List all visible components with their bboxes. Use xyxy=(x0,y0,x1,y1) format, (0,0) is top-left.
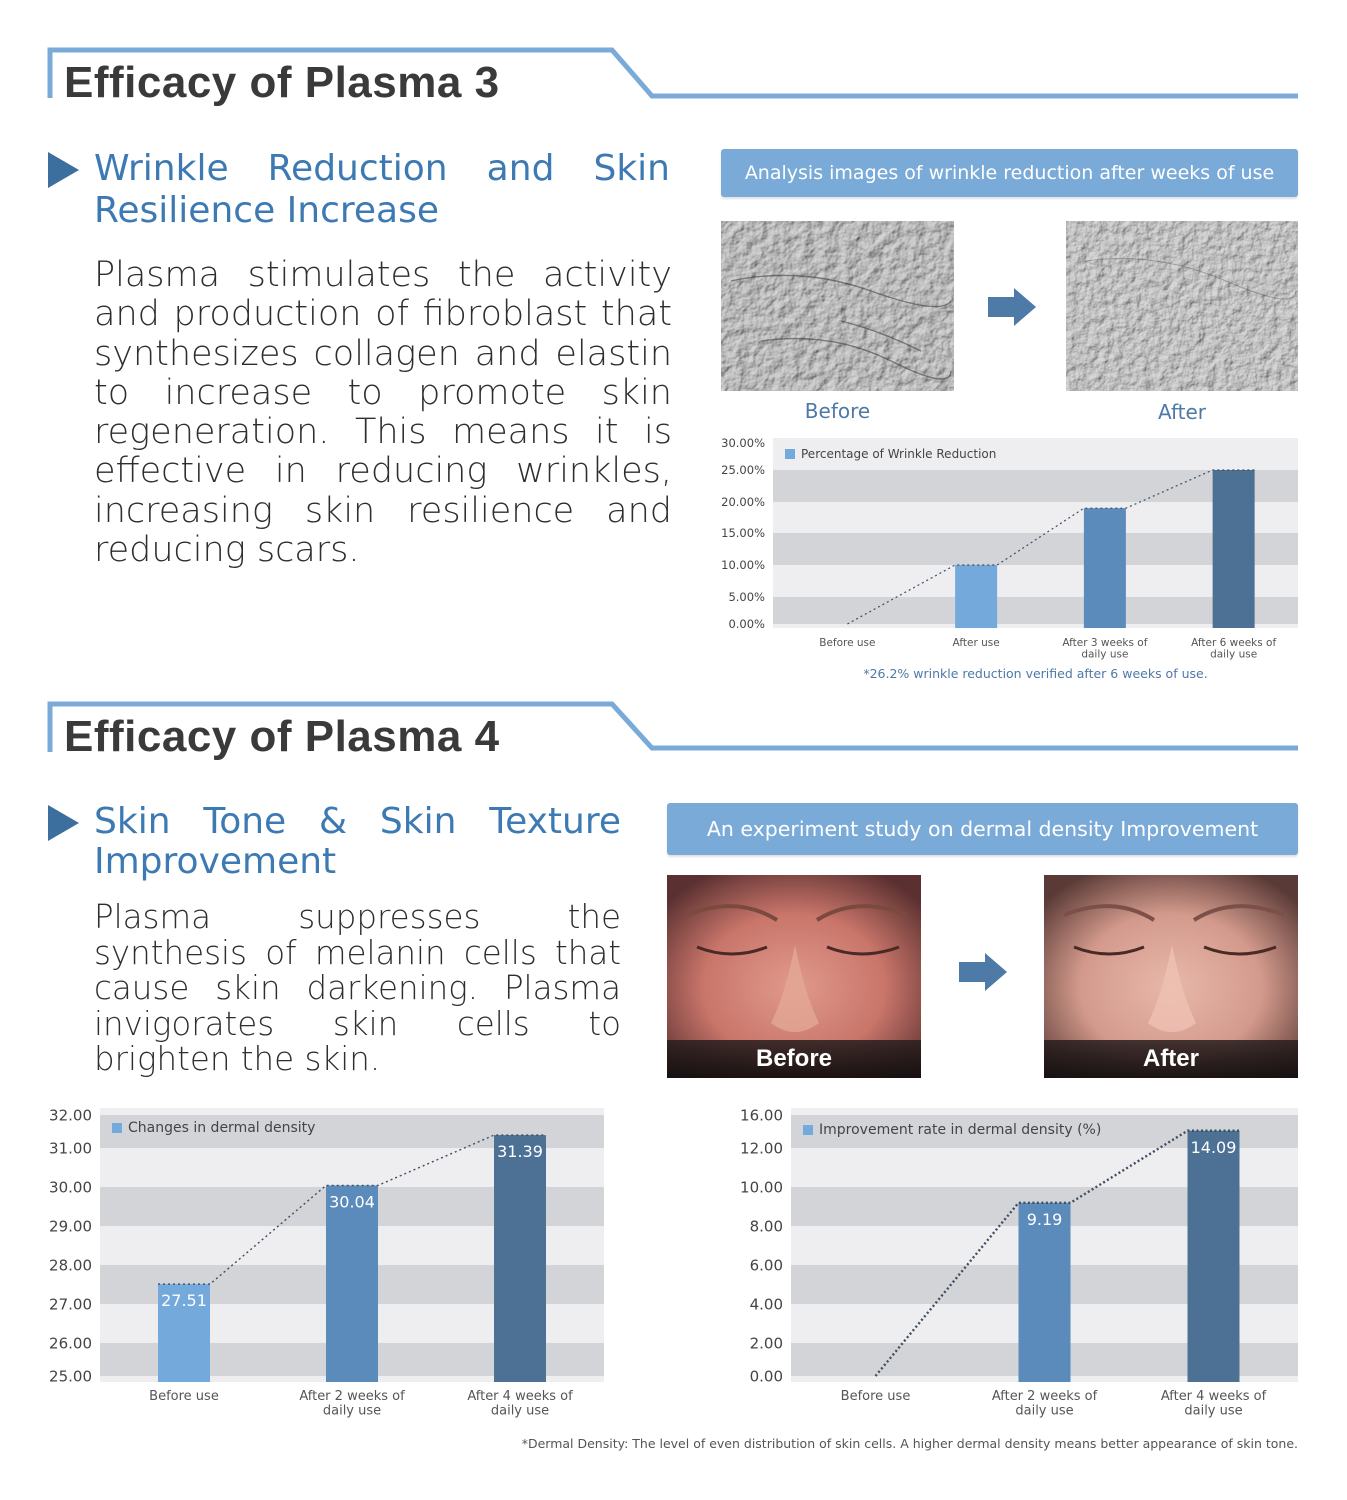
section1-subtitle-line2: Resilience Increase xyxy=(94,190,440,231)
y-tick-label: 12.00 xyxy=(740,1139,783,1158)
y-tick-label: 30.00 xyxy=(49,1178,92,1197)
triangle-right-icon xyxy=(46,803,82,845)
y-tick-label: 15.00% xyxy=(721,526,765,541)
category-label: After 6 weeks of xyxy=(1191,637,1277,649)
legend-label: Changes in dermal density xyxy=(128,1120,316,1136)
category-label: daily use xyxy=(1210,648,1258,661)
y-tick-label: 2.00 xyxy=(749,1334,783,1353)
category-label: After 4 weeks of xyxy=(467,1389,573,1404)
y-tick-label: 31.00 xyxy=(49,1139,92,1158)
category-label: After 2 weeks of xyxy=(991,1389,1098,1404)
section1-body: Plasma stimulates the activity and production of fibroblast that synthesizes collagen and elastin to increase to promote skin regeneration. This means it is effective in reducing wrinkles, increasing skin resilience and reducing scars. xyxy=(94,255,672,571)
category-label: daily use xyxy=(1015,1403,1074,1419)
section2-banner: An experiment study on dermal density Improvement xyxy=(667,803,1298,855)
data-label: 27.51 xyxy=(161,1291,207,1311)
legend-swatch xyxy=(112,1123,122,1133)
y-tick-label: 30.00% xyxy=(721,436,765,451)
section2-subtitle xyxy=(94,802,621,882)
bar xyxy=(1019,1203,1071,1382)
dermal-improvement-chart xyxy=(690,1090,1347,1430)
bar xyxy=(326,1185,378,1382)
y-tick-label: 32.00 xyxy=(49,1106,92,1125)
category-label: daily use xyxy=(322,1403,382,1419)
bar xyxy=(955,565,997,628)
category-label: daily use xyxy=(1081,648,1129,661)
wrinkle-note: *26.2% wrinkle reduction verified after 6 weeks of use. xyxy=(863,666,1208,681)
section2-title: Efficacy of Plasma 4 xyxy=(64,712,500,761)
y-tick-label: 5.00% xyxy=(728,590,765,605)
section2-body: Plasma suppresses the synthesis of melanin cells that cause skin darkening. Plasma invigorates skin cells to brighten the skin. xyxy=(94,898,621,1078)
category-label: After 2 weeks of xyxy=(299,1389,405,1404)
y-tick-label: 0.00 xyxy=(749,1367,783,1386)
y-tick-label: 4.00 xyxy=(749,1295,783,1314)
y-tick-label: 0.00% xyxy=(728,617,765,632)
data-label: 31.39 xyxy=(497,1142,543,1162)
y-tick-label: 28.00 xyxy=(49,1256,92,1275)
after-face-label: After xyxy=(1044,1040,1298,1078)
category-label: After 4 weeks of xyxy=(1160,1389,1267,1404)
bar xyxy=(1084,508,1126,628)
dermal-density-chart xyxy=(0,1090,640,1430)
legend-swatch xyxy=(785,449,795,459)
y-tick-label: 10.00 xyxy=(740,1178,783,1197)
category-label: Before use xyxy=(840,1389,911,1404)
category-label: After 3 weeks of xyxy=(1062,637,1148,649)
y-tick-label: 8.00 xyxy=(749,1217,783,1236)
legend-label: Percentage of Wrinkle Reduction xyxy=(801,447,997,461)
section1-banner: Analysis images of wrinkle reduction after weeks of use xyxy=(721,149,1298,197)
before-face-label: Before xyxy=(667,1040,921,1078)
y-tick-label: 6.00 xyxy=(749,1256,783,1275)
category-label: After use xyxy=(952,637,1000,649)
data-label: 9.19 xyxy=(1026,1209,1063,1229)
category-label: Before use xyxy=(819,637,876,649)
y-tick-label: 20.00% xyxy=(721,495,765,510)
y-tick-label: 29.00 xyxy=(49,1217,92,1236)
legend-label: Improvement rate in dermal density (%) xyxy=(819,1122,1102,1138)
category-label: Before use xyxy=(149,1389,219,1404)
section2-subtitle-line1: Skin Tone & Skin Texture xyxy=(94,801,621,842)
wrinkle-reduction-chart xyxy=(0,0,1347,700)
after-label: After xyxy=(1157,400,1207,424)
category-label: daily use xyxy=(1184,1403,1243,1419)
legend-swatch xyxy=(803,1125,813,1135)
bar xyxy=(1188,1131,1240,1382)
data-label: 14.09 xyxy=(1190,1137,1237,1157)
bar xyxy=(494,1135,546,1382)
category-label: daily use xyxy=(490,1403,550,1419)
y-tick-label: 10.00% xyxy=(721,558,765,573)
section1-subtitle-line1: Wrinkle Reduction and Skin xyxy=(94,148,670,189)
dermal-density-footnote: *Dermal Density: The level of even distribution of skin cells. A higher dermal density means better appearance of skin tone. xyxy=(521,1436,1298,1451)
y-tick-label: 25.00% xyxy=(721,463,765,478)
y-tick-label: 26.00 xyxy=(49,1334,92,1353)
y-tick-label: 27.00 xyxy=(49,1295,92,1314)
y-tick-label: 16.00 xyxy=(740,1106,783,1125)
data-label: 30.04 xyxy=(329,1192,375,1212)
section2-subtitle-line2: Improvement xyxy=(94,841,337,882)
y-tick-label: 25.00 xyxy=(49,1367,92,1386)
arrow-right-icon xyxy=(957,952,1009,992)
bar xyxy=(1213,470,1255,628)
section1-title: Efficacy of Plasma 3 xyxy=(64,58,500,107)
before-label: Before xyxy=(804,399,871,423)
